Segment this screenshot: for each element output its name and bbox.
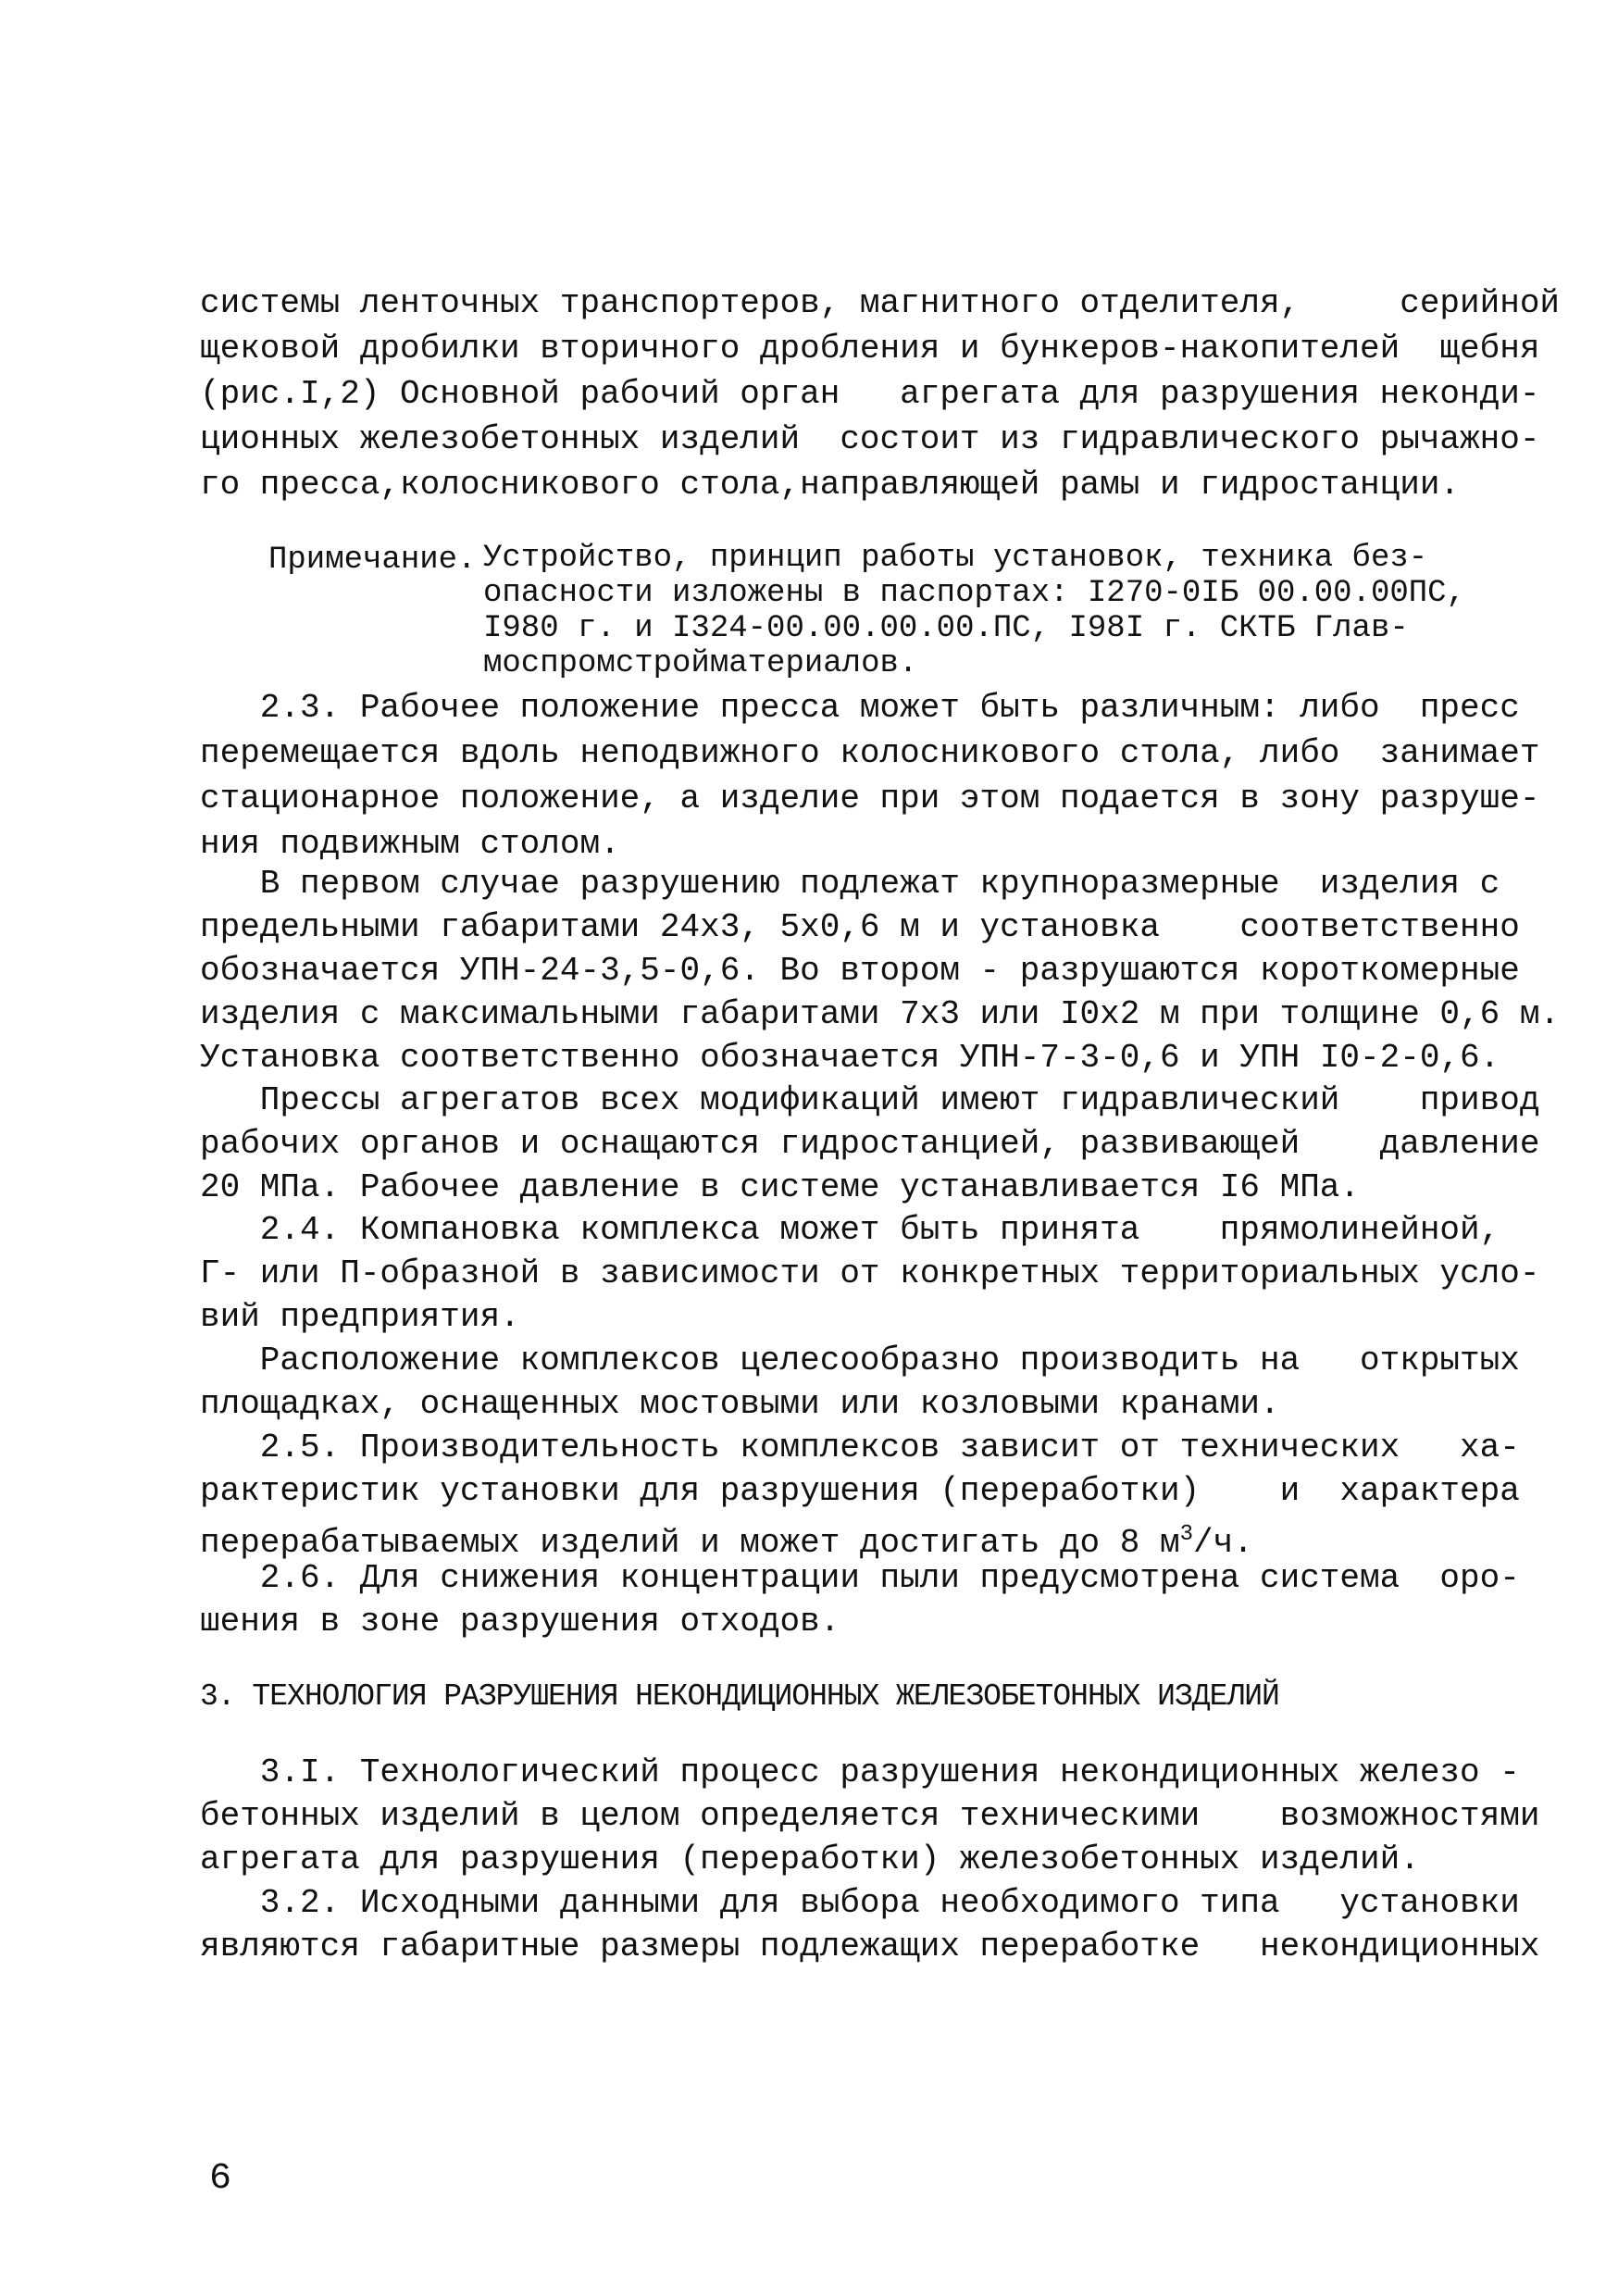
- sec24b-line-2: площадках, оснащенных мостовыми или козловыми кранами.: [200, 1385, 1280, 1423]
- intro-line-2: щековой дробилки вторичного дробления и бункеров-накопителей щебня: [200, 330, 1540, 368]
- sec25-last-sup: 3: [1179, 1522, 1193, 1547]
- page-number: 6: [209, 2158, 232, 2200]
- note-line-4: моспромстройматериалов.: [483, 646, 918, 681]
- sec31-line-1: 3.I. Технологический процесс разрушения некондиционных железо -: [200, 1753, 1520, 1791]
- note-line-3: I980 г. и I324-00.00.00.00.ПС, I98I г. СКТБ Глав-: [483, 611, 1409, 646]
- sec24-line-1: 2.4. Компановка комплекса может быть принята прямолинейной,: [200, 1211, 1500, 1249]
- note-line-1: Устройство, принцип работы установок, техника без-: [483, 541, 1428, 576]
- sec23c-line-1: Прессы агрегатов всех модификаций имеют гидравлический привод: [200, 1081, 1540, 1119]
- sec23b-line-1: В первом случае разрушению подлежат крупноразмерные изделия с: [200, 865, 1500, 903]
- sec23b-line-3: обозначается УПН-24-3,5-0,6. Во втором - разрушаются короткомерные: [200, 952, 1520, 990]
- note-label: Примечание.: [268, 543, 477, 578]
- section-3-heading: 3. ТЕХНОЛОГИЯ РАЗРУШЕНИЯ НЕКОНДИЦИОННЫХ ЖЕЛЕЗОБЕТОННЫХ ИЗДЕЛИЙ: [200, 1679, 1279, 1714]
- sec23-line-1: 2.3. Рабочее положение пресса может быть различным: либо пресс: [200, 689, 1520, 727]
- sec23-line-3: стационарное положение, а изделие при этом подается в зону разруше-: [200, 780, 1540, 817]
- intro-line-4: ционных железобетонных изделий состоит из гидравлического рычажно-: [200, 420, 1540, 458]
- sec32-line-1: 3.2. Исходными данными для выбора необходимого типа установки: [200, 1884, 1520, 1922]
- intro-line-3: (рис.I,2) Основной рабочий орган агрегата для разрушения неконди-: [200, 375, 1540, 413]
- sec25-line-2: рактеристик установки для разрушения (переработки) и характера: [200, 1472, 1520, 1510]
- sec23c-line-2: рабочих органов и оснащаются гидростанцией, развивающей давление: [200, 1125, 1540, 1163]
- sec24b-line-1: Расположение комплексов целесообразно производить на открытых: [200, 1341, 1520, 1379]
- sec23c-line-3: 20 МПа. Рабочее давление в системе устанавливается I6 МПа.: [200, 1168, 1361, 1206]
- intro-line-5: го пресса,колосникового стола,направляющей рамы и гидростанции.: [200, 466, 1461, 504]
- sec32-line-2: являются габаритные размеры подлежащих переработке некондиционных: [200, 1928, 1540, 1965]
- sec24-line-3: вий предприятия.: [200, 1298, 520, 1336]
- sec24-line-2: Г- или П-образной в зависимости от конкретных территориальных усло-: [200, 1254, 1540, 1292]
- sec26-line-1: 2.6. Для снижения концентрации пыли предусмотрена система оро-: [200, 1559, 1520, 1597]
- sec25-last-tail: /ч.: [1192, 1524, 1253, 1562]
- sec23b-line-5: Установка соответственно обозначается УПН-7-3-0,6 и УПН I0-2-0,6.: [200, 1039, 1500, 1077]
- sec31-line-3: агрегата для разрушения (переработки) железобетонных изделий.: [200, 1841, 1420, 1878]
- sec23b-line-2: предельными габаритами 24х3, 5х0,6 м и установка соответственно: [200, 908, 1520, 946]
- sec25-last-text: перерабатываемых изделий и может достигать до 8 м: [200, 1524, 1180, 1562]
- intro-line-1: системы ленточных транспортеров, магнитного отделителя, серийной: [200, 284, 1561, 322]
- sec23-line-4: ния подвижным столом.: [200, 825, 620, 863]
- sec23-line-2: перемещается вдоль неподвижного колосникового стола, либо занимает: [200, 734, 1540, 772]
- sec26-line-2: шения в зоне разрушения отходов.: [200, 1603, 840, 1641]
- sec25-line-1: 2.5. Производительность комплексов зависит от технических ха-: [200, 1429, 1520, 1466]
- sec23b-line-4: изделия с максимальными габаритами 7х3 или I0х2 м при толщине 0,6 м.: [200, 995, 1561, 1033]
- note-line-2: опасности изложены в паспортах: I270-0IБ 00.00.00ПС,: [483, 576, 1465, 611]
- sec31-line-2: бетонных изделий в целом определяется техническими возможностями: [200, 1797, 1540, 1835]
